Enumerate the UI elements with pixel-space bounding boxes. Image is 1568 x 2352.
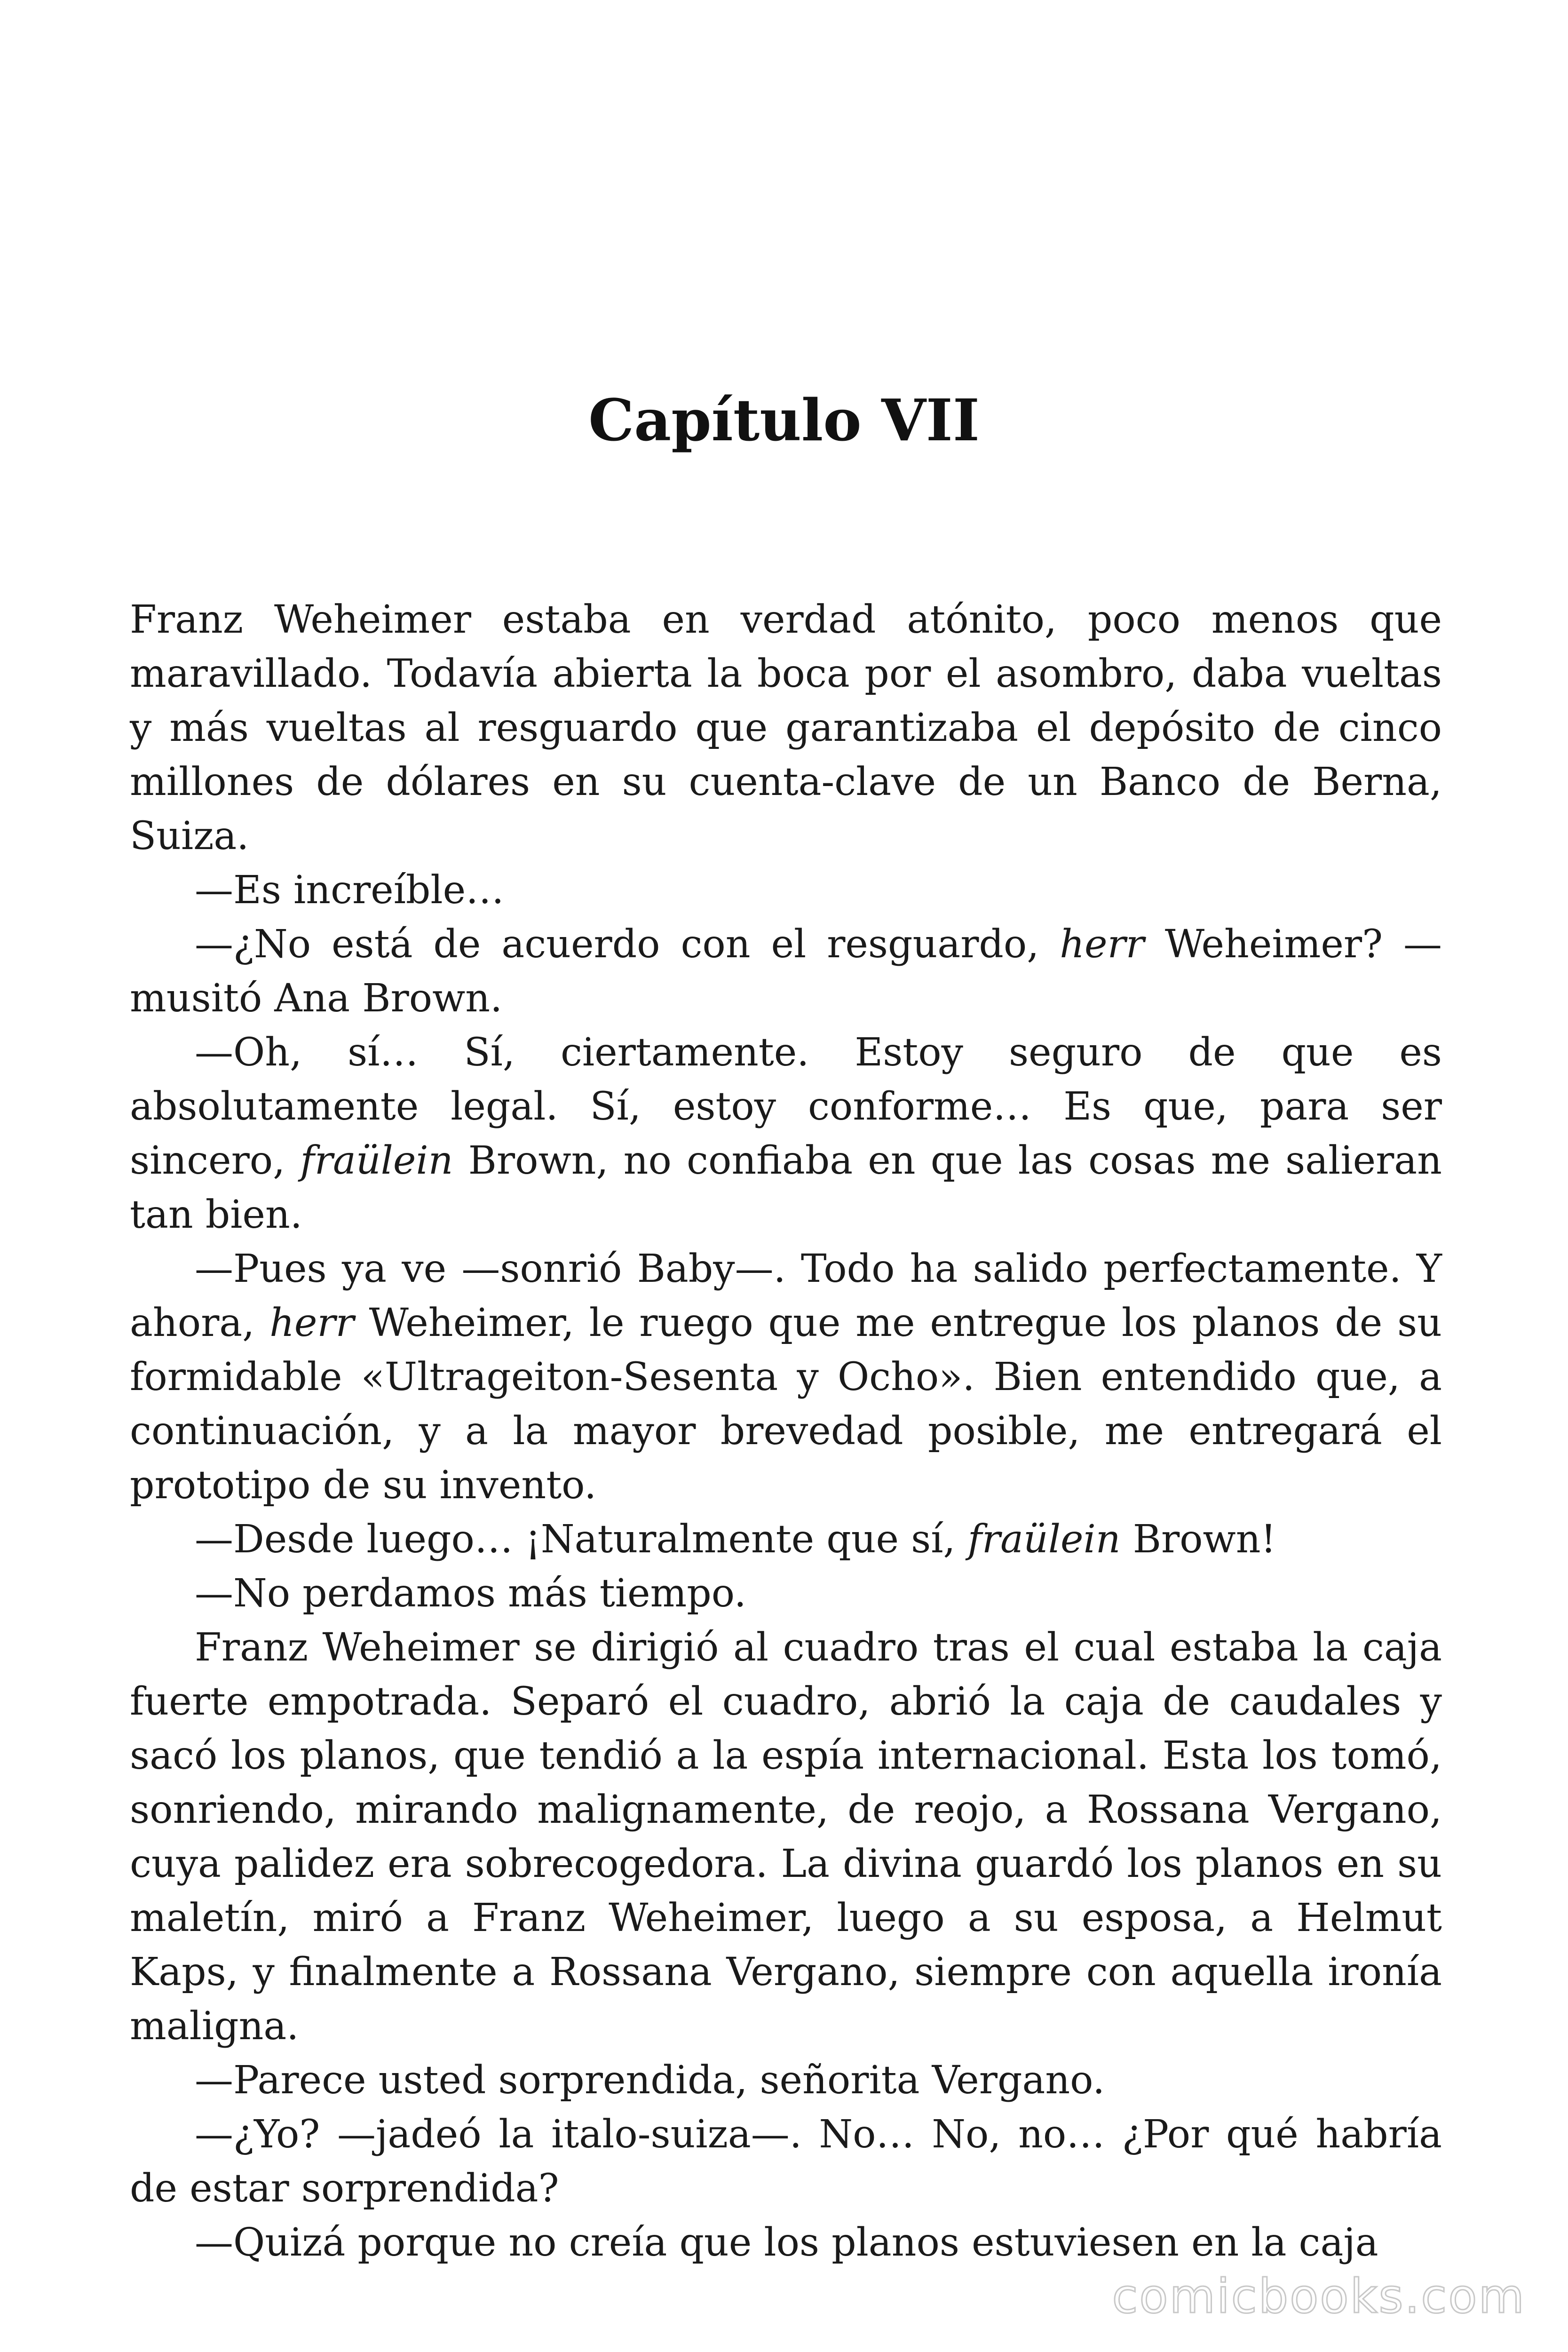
text-run: —Parece usted sorprendida, señorita Vergano. — [195, 2058, 1105, 2103]
paragraph — [130, 1566, 1442, 1621]
text-run: Brown! — [1120, 1517, 1276, 1562]
text-run: —Oh, sí… Sí, ciertamente. Estoy seguro de que es absolutamente legal. Sí, estoy conforme… Es que, para ser sincero, — [130, 1030, 1442, 1183]
text-run: —Es increíble… — [195, 868, 505, 913]
text-run: Weheimer, le ruego que me entregue los planos de su formidable «Ultrageiton-Sesenta y Ocho». Bien entendido que, a continuación, y a la mayor brevedad posible, me entregará el prototipo de su invento. — [130, 1301, 1442, 1508]
paragraph — [130, 863, 1442, 917]
text-run: Franz Weheimer se dirigió al cuadro tras el cual estaba la caja fuerte empotrada. Separó el cuadro, abrió la caja de caudales y sacó los planos, que tendió a la espía internacional. Esta los tomó, sonriendo, mirando malignamente, de reojo, a Rossana Vergano, cuya palidez era sobrecogedora. La divina guardó los planos en su maletín, miró a Franz Weheimer, luego a su esposa, a Helmut Kaps, y finalmente a Rossana Vergano, siempre con aquella ironía maligna. — [130, 1625, 1442, 2049]
chapter-body — [130, 593, 1442, 2270]
watermark-text: comicbooks.com — [1112, 2269, 1526, 2324]
text-run: —¿No está de acuerdo con el resguardo, — [195, 922, 1060, 967]
text-run: Brown, no confiaba en que las cosas me salieran tan bien. — [130, 1138, 1442, 1237]
text-run: Franz Weheimer estaba en verdad atónito, poco menos que maravillado. Todavía abierta la boca por el asombro, daba vueltas y más vueltas al resguardo que garantizaba el depósito de cinco millones de dólares en su cuenta-clave de un Banco de Berna, Suiza. — [130, 597, 1442, 858]
paragraph — [130, 2107, 1442, 2216]
text-run: —Quizá porque no creía que los planos estuviesen en la caja — [195, 2220, 1378, 2265]
paragraph — [130, 1621, 1442, 2053]
text-run: —Desde luego… ¡Naturalmente que sí, — [195, 1517, 968, 1562]
paragraph — [130, 1025, 1442, 1242]
chapter-title: Capítulo VII — [588, 386, 980, 454]
italic-word: fraülein — [300, 1138, 453, 1183]
text-run: —No perdamos más tiempo. — [195, 1571, 746, 1616]
text-run: —Pues ya ve —sonrió Baby—. Todo ha salido perfectamente. Y ahora, — [130, 1247, 1442, 1345]
paragraph — [130, 1242, 1442, 1512]
paragraph — [130, 2053, 1442, 2107]
paragraph — [130, 2216, 1442, 2270]
paragraph — [130, 1512, 1442, 1566]
italic-word: herr — [1060, 922, 1144, 967]
italic-word: fraülein — [967, 1517, 1121, 1562]
text-run: Weheimer? —musitó Ana Brown. — [130, 922, 1442, 1021]
text-run: —¿Yo? —jadeó la italo-suiza—. No… No, no… ¿Por qué habría de estar sorprendida? — [130, 2112, 1442, 2211]
paragraph — [130, 593, 1442, 863]
paragraph — [130, 917, 1442, 1025]
italic-word: herr — [269, 1301, 354, 1345]
